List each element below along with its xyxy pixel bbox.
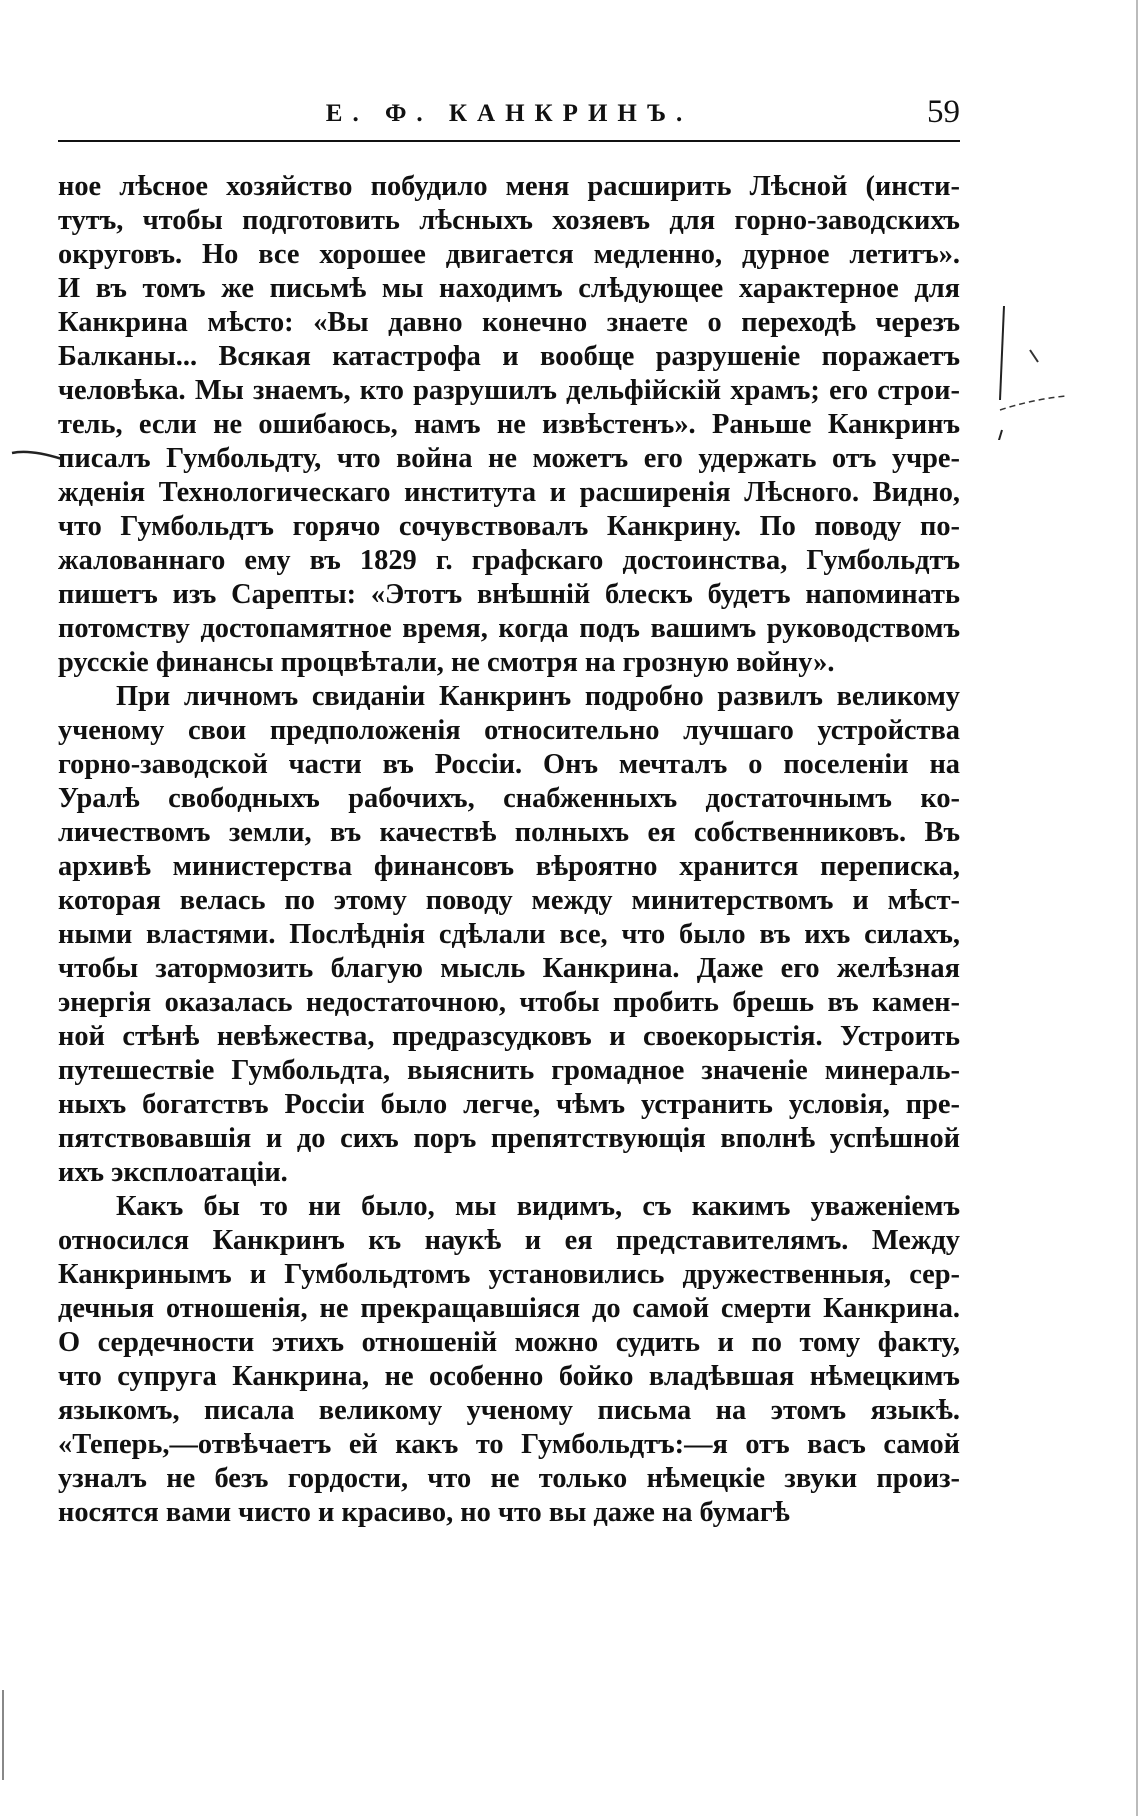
text-line: пятствовавшія и до сихъ поръ препятствующія вполнѣ успѣшной — [58, 1123, 960, 1154]
text-line: чтобы затормозить благую мысль Канкрина. Даже его желѣзная — [58, 953, 960, 984]
text-line: тутъ, чтобы подготовить лѣсныхъ хозяевъ для горно-заводскихъ — [58, 205, 960, 236]
text-line: жденія Технологическаго института и расширенія Лѣсного. Видно, — [58, 477, 960, 508]
page-header — [58, 92, 960, 142]
right-edge-mark — [1136, 0, 1138, 1816]
text-line: И въ томъ же письмѣ мы находимъ слѣдующее характерное для — [58, 273, 960, 304]
body-text — [58, 170, 960, 1530]
margin-annotation-mark — [990, 300, 1080, 440]
text-line: Балканы... Всякая катастрофа и вообще разрушеніе поражаетъ — [58, 341, 960, 372]
text-line: узналъ не безъ гордости, что не только нѣмецкіе звуки произ- — [58, 1463, 960, 1494]
running-head: Е. Ф. КАНКРИНЪ. — [325, 100, 693, 127]
text-line: ихъ эксплоатаціи. — [58, 1157, 288, 1188]
paragraph — [58, 1190, 960, 1530]
text-line: энергія оказалась недостаточною, чтобы пробить брешь въ камен- — [58, 987, 960, 1018]
text-line: что Гумбольдтъ горячо сочувствовалъ Канкрину. По поводу по- — [58, 511, 960, 542]
text-line: Уралѣ свободныхъ рабочихъ, снабженныхъ достаточнымъ ко- — [58, 783, 960, 814]
text-line: жалованнаго ему въ 1829 г. графскаго достоинства, Гумбольдтъ — [58, 545, 960, 576]
margin-bracket-mark — [10, 445, 70, 469]
page-number: 59 — [927, 94, 960, 130]
text-line: которая велась по этому поводу между минитерствомъ и мѣст- — [58, 885, 960, 916]
text-line: человѣка. Мы знаемъ, кто разрушилъ дельфійскій храмъ; его строи- — [58, 375, 960, 406]
text-line: дечныя отношенія, не прекращавшіяся до самой смерти Канкрина. — [58, 1293, 960, 1324]
text-line: Какъ бы то ни было, мы видимъ, съ какимъ уваженіемъ — [116, 1191, 960, 1222]
text-line: О сердечности этихъ отношеній можно судить и по тому факту, — [58, 1327, 960, 1358]
text-line: Канкрина мѣсто: «Вы давно конечно знаете о переходѣ черезъ — [58, 307, 960, 338]
text-line: ными властями. Послѣднія сдѣлали все, что было въ ихъ силахъ, — [58, 919, 960, 950]
text-line: архивѣ министерства финансовъ вѣроятно хранится переписка, — [58, 851, 960, 882]
text-line: носятся вами чисто и красиво, но что вы даже на бумагѣ — [58, 1497, 790, 1528]
text-line: потомству достопамятное время, когда подъ вашимъ руководствомъ — [58, 613, 960, 644]
text-line: пишетъ изъ Сарепты: «Этотъ внѣшній блескъ будетъ напоминать — [58, 579, 960, 610]
text-line: тель, если не ошибаюсь, намъ не извѣстенъ». Раньше Канкринъ — [58, 409, 960, 440]
left-edge-mark — [2, 1690, 4, 1780]
text-line: ученому свои предположенія относительно лучшаго устройства — [58, 715, 960, 746]
paragraph — [58, 680, 960, 1190]
text-line: путешествіе Гумбольдта, выяснить громадное значеніе минераль- — [58, 1055, 960, 1086]
paragraph — [58, 170, 960, 680]
text-line: ной стѣнѣ невѣжества, предразсудковъ и своекорыстія. Устроить — [58, 1021, 960, 1052]
text-line: языкомъ, писала великому ученому письма на этомъ языкѣ. — [58, 1395, 960, 1426]
text-line: При личномъ свиданіи Канкринъ подробно развилъ великому — [116, 681, 960, 712]
text-line: горно-заводской части въ Россіи. Онъ мечталъ о поселеніи на — [58, 749, 960, 780]
text-line: личествомъ земли, въ качествѣ полныхъ ея собственниковъ. Въ — [58, 817, 960, 848]
text-line: ныхъ богатствъ Россіи было легче, чѣмъ устранить условія, пре- — [58, 1089, 960, 1120]
text-line: русскіе финансы процвѣтали, не смотря на грозную войну». — [58, 647, 835, 678]
text-line: «Теперь,—отвѣчаетъ ей какъ то Гумбольдтъ:—я отъ васъ самой — [58, 1429, 960, 1460]
text-line: ное лѣсное хозяйство побудило меня расширить Лѣсной (инсти- — [58, 171, 960, 202]
text-line: округовъ. Но все хорошее двигается медленно, дурное летитъ». — [58, 239, 960, 270]
text-line: Канкринымъ и Гумбольдтомъ установились дружественныя, сер- — [58, 1259, 960, 1290]
text-line: относился Канкринъ къ наукѣ и ея представителямъ. Между — [58, 1225, 960, 1256]
text-line: что супруга Канкрина, не особенно бойко владѣвшая нѣмецкимъ — [58, 1361, 960, 1392]
text-line: писалъ Гумбольдту, что война не можетъ его удержать отъ учре- — [58, 443, 960, 474]
